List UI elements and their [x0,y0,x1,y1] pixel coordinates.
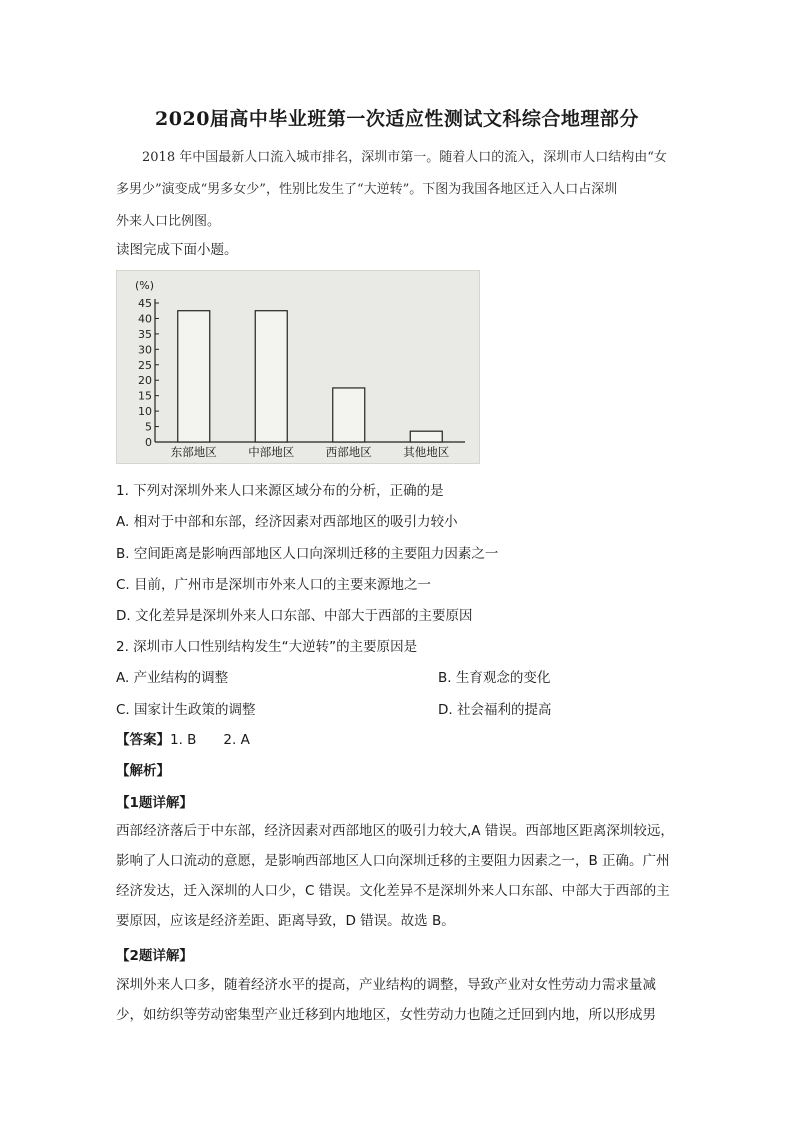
detail1-label: 【1题详解】 [116,795,193,811]
detail2-paragraph [116,970,680,1030]
bar [333,388,365,442]
bar-chart-svg [117,271,479,463]
q1-stem: 1. 下列对深圳外来人口来源区域分布的分析，正确的是 [116,483,444,499]
detail1-line-3: 经济发达，迁入深圳的人口少，C 错误。文化差异不是深圳外来人口东部、中部大于西部的主 [116,883,670,899]
q2-option-a: A. 产业结构的调整 [116,670,229,686]
detail2-line-1: 深圳外来人口多，随着经济水平的提高，产业结构的调整，导致产业对女性劳动力需求量减 [116,977,656,993]
detail1-line-4: 要原因，应该是经济差距、距离导致，D 错误。故选 B。 [116,913,455,929]
detail2-label: 【2题详解】 [116,948,193,964]
analysis-label: 【解析】 [116,763,170,779]
answer-row [116,728,250,748]
bar [178,311,210,442]
q1-option-d: D. 文化差异是深圳外来人口东部、中部大于西部的主要原因 [116,608,473,624]
y-tick-label: 40 [138,312,152,326]
q1-option-c: C. 目前，广州市是深圳市外来人口的主要来源地之一 [116,577,432,593]
y-tick-label: 35 [138,327,152,341]
detail1-line-1: 西部经济落后于中东部，经济因素对西部地区的吸引力较大,A 错误。西部地区距离深圳较远， [116,823,674,839]
q1-option-b: B. 空间距离是影响西部地区人口向深圳迁移的主要阻力因素之一 [116,546,499,562]
y-tick-label: 5 [145,420,152,434]
y-tick-label: 45 [138,297,152,310]
bar-chart [116,270,480,464]
q1-option-a: A. 相对于中部和东部，经济因素对西部地区的吸引力较小 [116,514,458,530]
y-tick-label: 10 [138,405,152,419]
x-category-label: 其他地区 [403,445,450,459]
y-tick-label: 0 [145,436,152,449]
intro-line-2: 多男少”演变成“男多女少”，性别比发生了“大逆转”。下图为我国各地区迁入人口占深圳 [116,182,618,197]
q2-option-c: C. 国家计生政策的调整 [116,702,256,718]
y-tick-label: 20 [138,374,152,388]
q2-stem: 2. 深圳市人口性别结构发生“大逆转”的主要原因是 [116,639,418,655]
y-tick-label: 30 [138,343,152,357]
answer-label: 【答案】 [116,732,170,748]
answer-text: 1. B 2. A [170,732,250,748]
x-category-label: 西部地区 [325,445,372,459]
page-title: 2020届高中毕业班第一次适应性测试文科综合地理部分 [155,108,639,130]
instruction-text: 读图完成下面小题。 [116,242,238,258]
bar [255,311,287,442]
detail2-line-2: 少，如纺织等劳动密集型产业迁移到内地地区，女性劳动力也随之迁回到内地，所以形成男 [116,1007,656,1023]
bar [410,431,442,442]
detail1-line-2: 影响了人口流动的意愿，是影响西部地区人口向深圳迁移的主要阻力因素之一，B 正确。广州 [116,853,670,869]
y-axis-unit-label: (%) [135,279,155,292]
intro-paragraph [116,142,676,238]
intro-line-1: 2018 年中国最新人口流入城市排名，深圳市第一。随着人口的流入，深圳市人口结构由“女 [142,150,667,165]
q2-option-d: D. 社会福利的提高 [438,702,552,718]
detail1-paragraph [116,816,680,936]
q2-option-b: B. 生育观念的变化 [438,670,551,686]
y-tick-label: 25 [138,358,152,372]
x-category-label: 东部地区 [170,445,217,459]
intro-line-3: 外来人口比例图。 [116,214,221,229]
y-tick-label: 15 [138,389,152,403]
x-category-label: 中部地区 [248,445,295,459]
